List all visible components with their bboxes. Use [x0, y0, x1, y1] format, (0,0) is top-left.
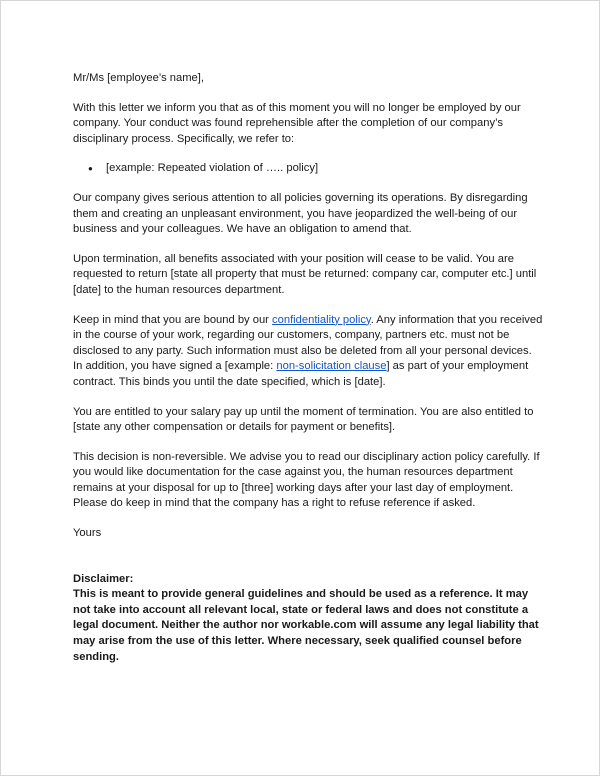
paragraph-notice: With this letter we inform you that as of this moment you will no longer be employed by our company. Your conduct was found reprehensible after the completion of our company’s disciplinary process. Specifically, we refer to:: [73, 101, 521, 145]
list-item: ● [example: Repeated violation of ….. policy]: [73, 161, 543, 177]
closing: Yours: [73, 527, 102, 540]
confidentiality-text-2: . Any information that you received in the course of your work, regarding our customers, company, partners etc. must not be disclosed to any party. Such information must also be deleted from all your personal devices. In addition, you have signed a [example:: [73, 313, 543, 373]
reason-list: [73, 161, 543, 177]
disclaimer-body: This is meant to provide general guidelines and should be used as a reference. It may not take into account all relevant local, state or federal laws and does not constitute a legal document. Neither the author nor workable.com will assume any legal liability that may arise from the use of this letter. Where necessary, seek qualified counsel before sending.: [73, 588, 539, 663]
confidentiality-text-3: ] as part of your employment contract. This binds you until the date specified, which is [date].: [73, 360, 529, 388]
paragraph-confidentiality: [73, 313, 543, 391]
disclaimer-title: Disclaimer:: [73, 572, 134, 585]
paragraph-decision: This decision is non-reversible. We advise you to read our disciplinary action policy carefully. If you would like documentation for the case against you, the human resources department remains at your disposal for up to [three] working days after your last day of employment. Please do keep in mind that the company has a right to refuse reference if asked.: [73, 450, 540, 510]
paragraph-policies: Our company gives serious attention to all policies governing its operations. By disregarding them and creating an unpleasant environment, you have jeopardized the well-being of our business and your colleagues. We have an obligation to amend that.: [73, 191, 528, 236]
paragraph-salary: You are entitled to your salary pay up until the moment of termination. You are also entitled to [state any other compensation or details for payment or benefits].: [73, 405, 534, 434]
letter-body: [73, 71, 543, 665]
confidentiality-text-1: Keep in mind that you are bound by our: [73, 313, 273, 326]
confidentiality-policy-link[interactable]: confidentiality policy: [272, 313, 371, 326]
paragraph-benefits: Upon termination, all benefits associated with your position will cease to be valid. You are requested to return [state all property that must be returned: company car, computer etc.] until [date] to the human resources department.: [73, 252, 537, 296]
greeting: Mr/Ms [employee’s name],: [73, 72, 204, 84]
non-solicitation-clause-link[interactable]: non-solicitation clause: [276, 360, 387, 373]
